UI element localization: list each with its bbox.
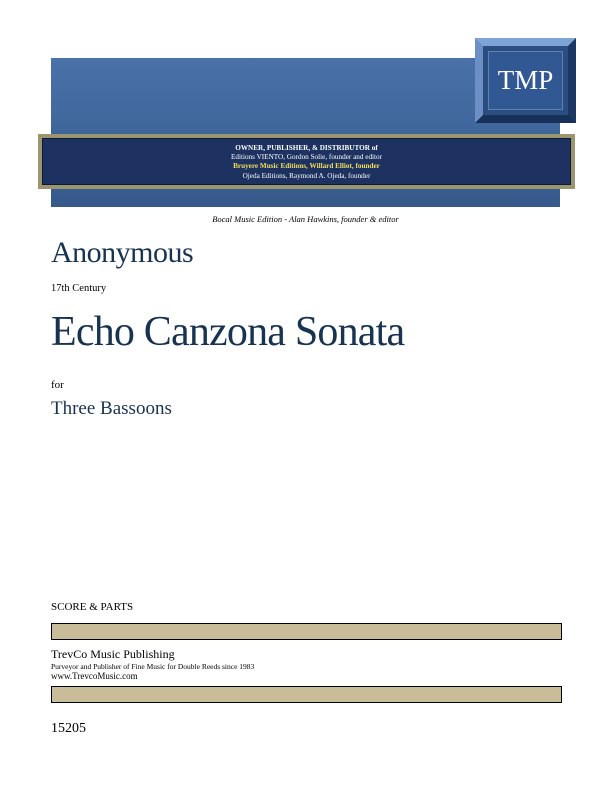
composer-name: Anonymous (51, 236, 194, 269)
for-label: for (51, 379, 64, 391)
company-tagline: Purveyor and Publisher of Fine Music for Double Reeds since 1983 (51, 662, 255, 671)
catalog-number: 15205 (51, 721, 86, 736)
divider-bar-top (51, 623, 562, 640)
tmp-logo-text: TMP (488, 51, 563, 110)
publisher-heading: OWNER, PUBLISHER, & DISTRIBUTOR of (235, 144, 378, 152)
publisher-line-bruyere: Bruyere Music Editions, Willard Elliot, founder (233, 162, 380, 171)
instrumentation: Three Bassoons (51, 398, 172, 419)
tmp-logo (475, 38, 576, 123)
divider-bar-bottom (51, 686, 562, 703)
publisher-line-ojeda: Ojeda Editions, Raymond A. Ojeda, founder (242, 171, 371, 180)
format-label: SCORE & PARTS (51, 601, 134, 613)
publisher-info (42, 138, 571, 185)
company-website: www.TrevcoMusic.com (51, 671, 138, 681)
composer-century: 17th Century (51, 283, 107, 294)
publisher-line-viento: Editions VIENTO, Gordon Solie, founder and editor (230, 153, 383, 162)
company-name: TrevCo Music Publishing (51, 647, 175, 661)
publisher-box (38, 134, 575, 189)
work-title: Echo Canzona Sonata (51, 309, 405, 355)
edition-line: Bocal Music Edition - Alan Hawkins, founder & editor (212, 214, 399, 224)
